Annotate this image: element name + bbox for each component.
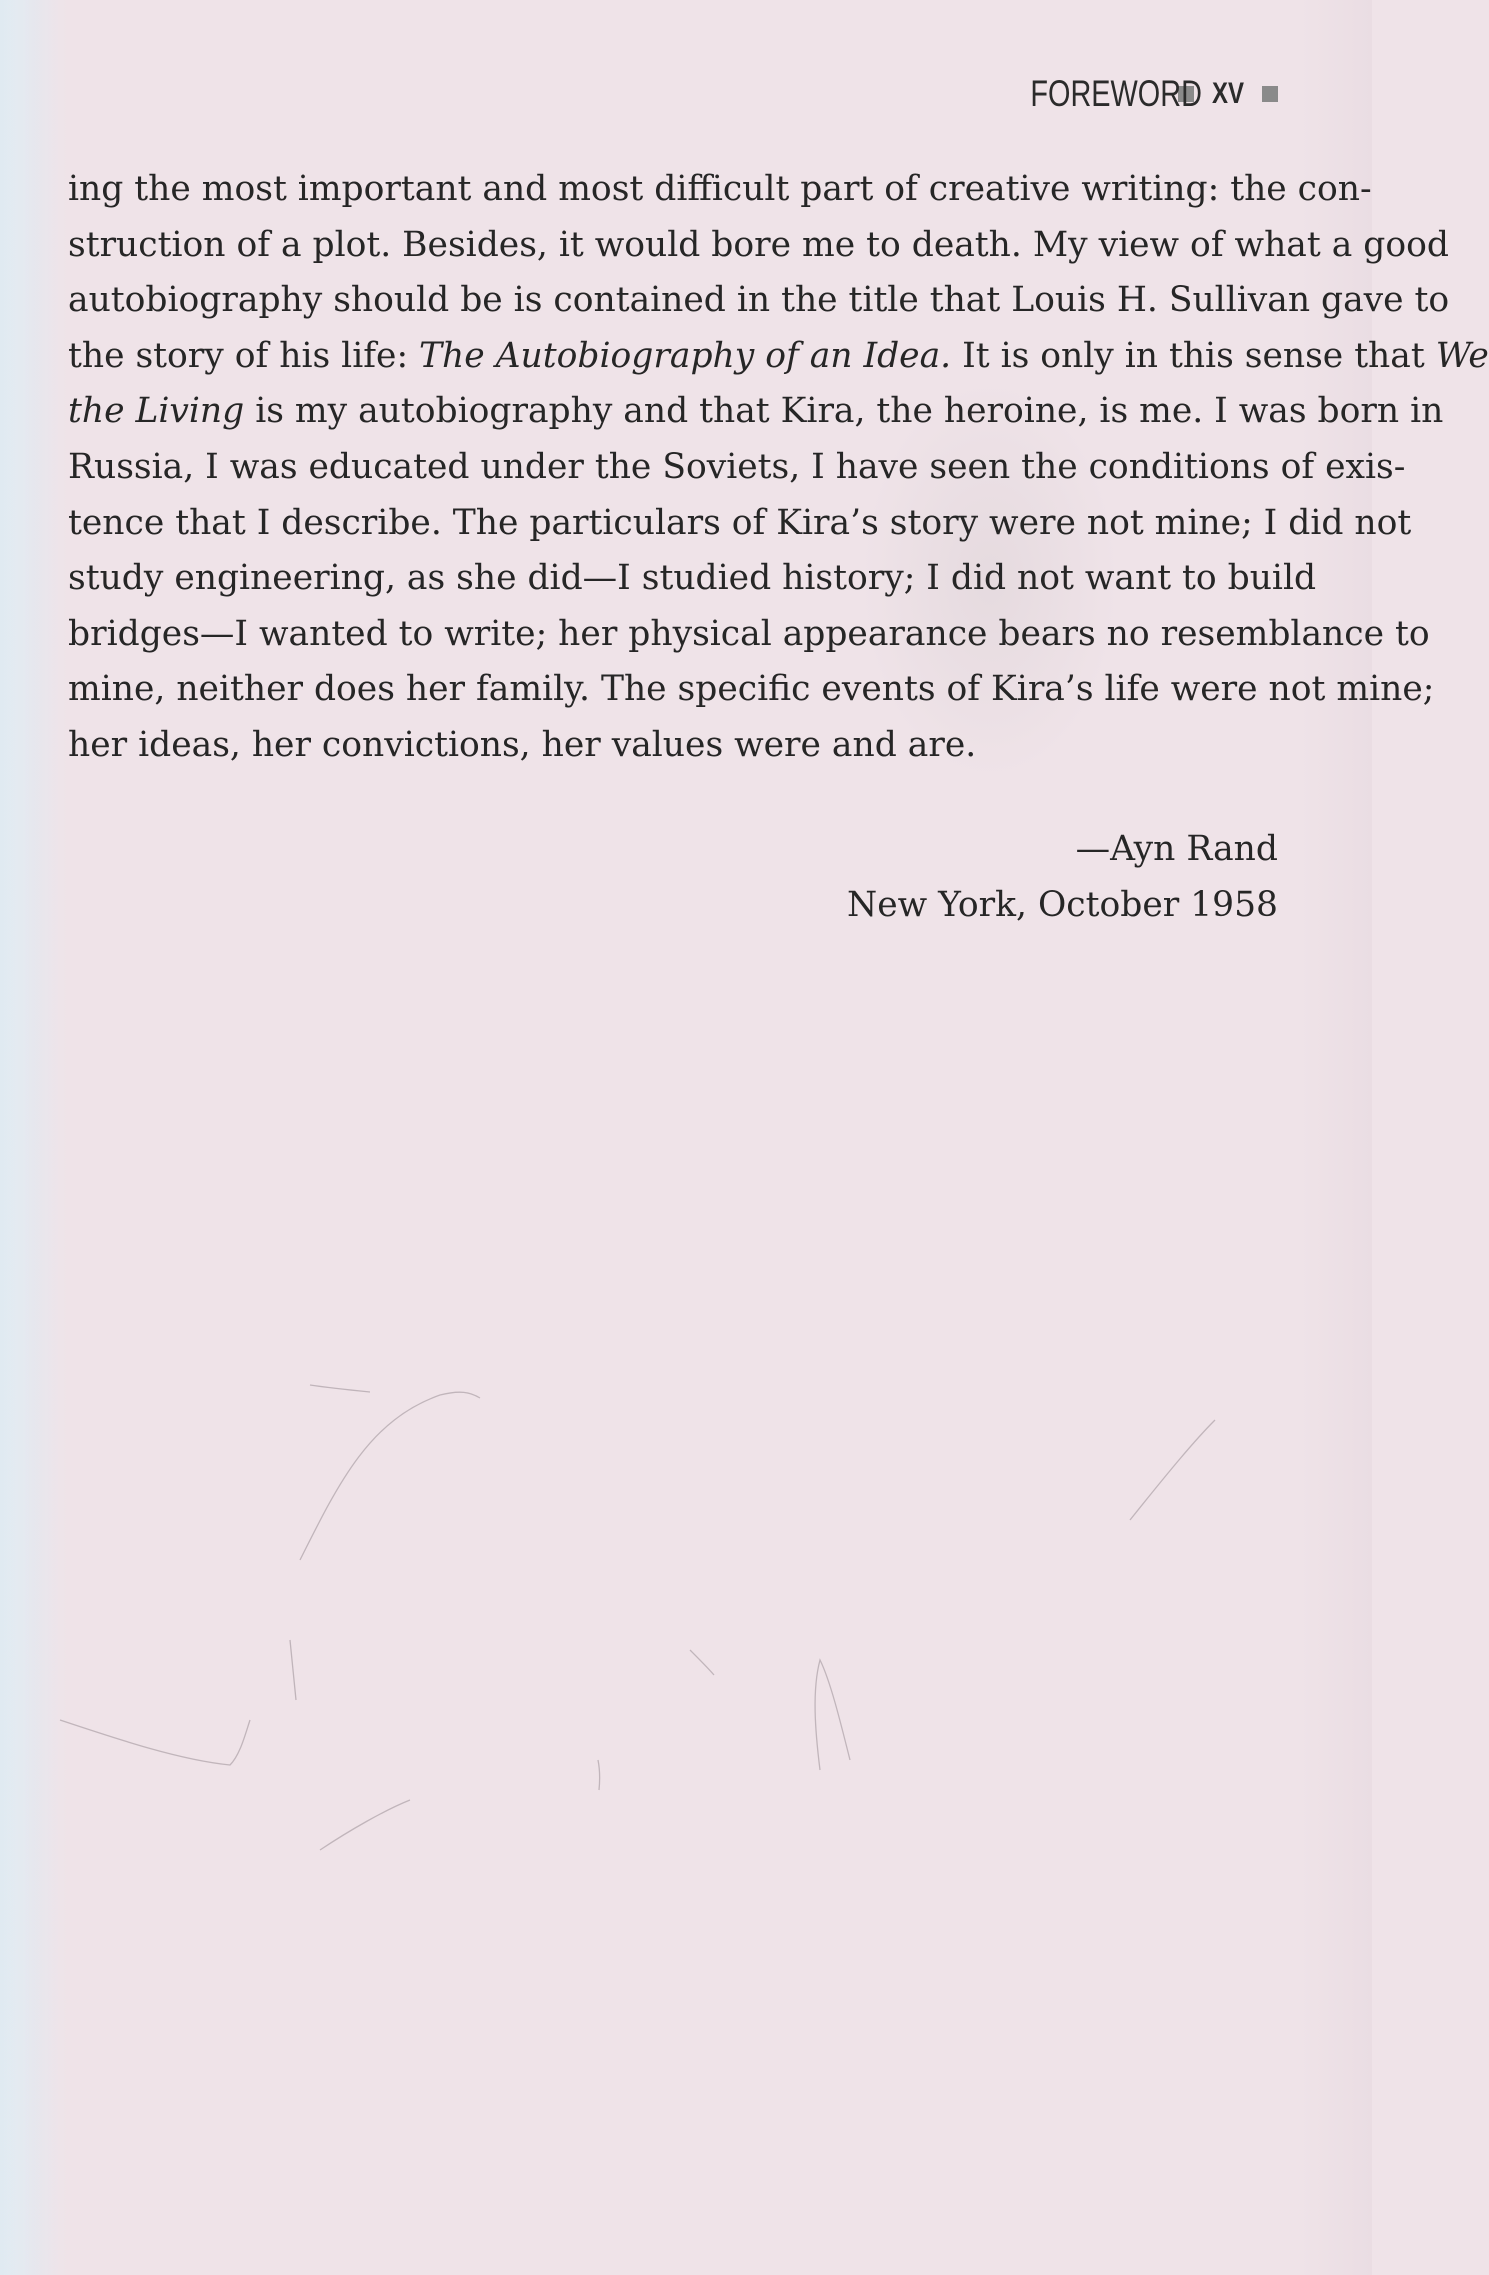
fiber-6 — [290, 1640, 296, 1700]
text-line — [68, 718, 1278, 774]
text-line — [68, 273, 1450, 329]
italic-title-text: the Living — [68, 391, 245, 432]
fiber-9 — [310, 1385, 370, 1392]
text-run: mine, neither does her family. The specific events of Kira’s life were not mine; — [68, 669, 1435, 710]
text-run: her ideas, her convictions, her values were and are. — [68, 724, 977, 765]
text-run: Russia, I was educated under the Soviets, I have seen the conditions of exis- — [68, 446, 1406, 487]
square-ornament-icon — [1262, 86, 1278, 102]
fiber-7 — [598, 1760, 600, 1790]
running-head — [982, 72, 1278, 116]
text-line — [68, 551, 1317, 607]
signature-place-date: New York, October 1958 — [847, 884, 1278, 925]
page-number: XV — [1211, 77, 1244, 110]
text-line — [68, 496, 1412, 552]
italic-title-text: The Autobiography of an Idea. — [419, 335, 952, 376]
body-text — [68, 162, 1489, 774]
signature-block — [847, 822, 1278, 933]
text-line — [68, 329, 1489, 385]
running-head-title: FOREWORD — [1030, 73, 1202, 114]
fiber-3 — [815, 1660, 850, 1770]
text-line — [68, 662, 1435, 718]
text-run: study engineering, as she did—I studied history; I did not want to build — [68, 558, 1317, 599]
text-run: It is only in this sense that — [951, 335, 1436, 376]
fiber-5 — [320, 1800, 410, 1850]
text-run: is my autobiography and that Kira, the heroine, is me. I was born in — [244, 391, 1444, 432]
fiber-8 — [690, 1650, 714, 1675]
text-run: struction of a plot. Besides, it would bore me to death. My view of what a good — [68, 224, 1449, 265]
text-run: autobiography should be is contained in the title that Louis H. Sullivan gave to — [68, 280, 1450, 321]
fiber-2 — [60, 1720, 250, 1765]
text-run: tence that I describe. The particulars of Kira’s story were not mine; I did not — [68, 502, 1412, 543]
text-run: bridges—I wanted to write; her physical appearance bears no resemblance to — [68, 613, 1430, 654]
italic-title-text: We — [1435, 335, 1489, 376]
text-line — [68, 440, 1406, 496]
text-line — [68, 218, 1449, 274]
text-line — [68, 607, 1430, 663]
text-line — [68, 162, 1372, 218]
signature-author: —Ayn Rand — [1075, 829, 1278, 869]
text-run: ing the most important and most difficult part of creative writing: the con- — [68, 169, 1372, 209]
text-run: the story of his life: — [68, 335, 420, 376]
fiber-1 — [300, 1392, 480, 1560]
text-line — [68, 384, 1444, 440]
fiber-4 — [1130, 1420, 1215, 1520]
